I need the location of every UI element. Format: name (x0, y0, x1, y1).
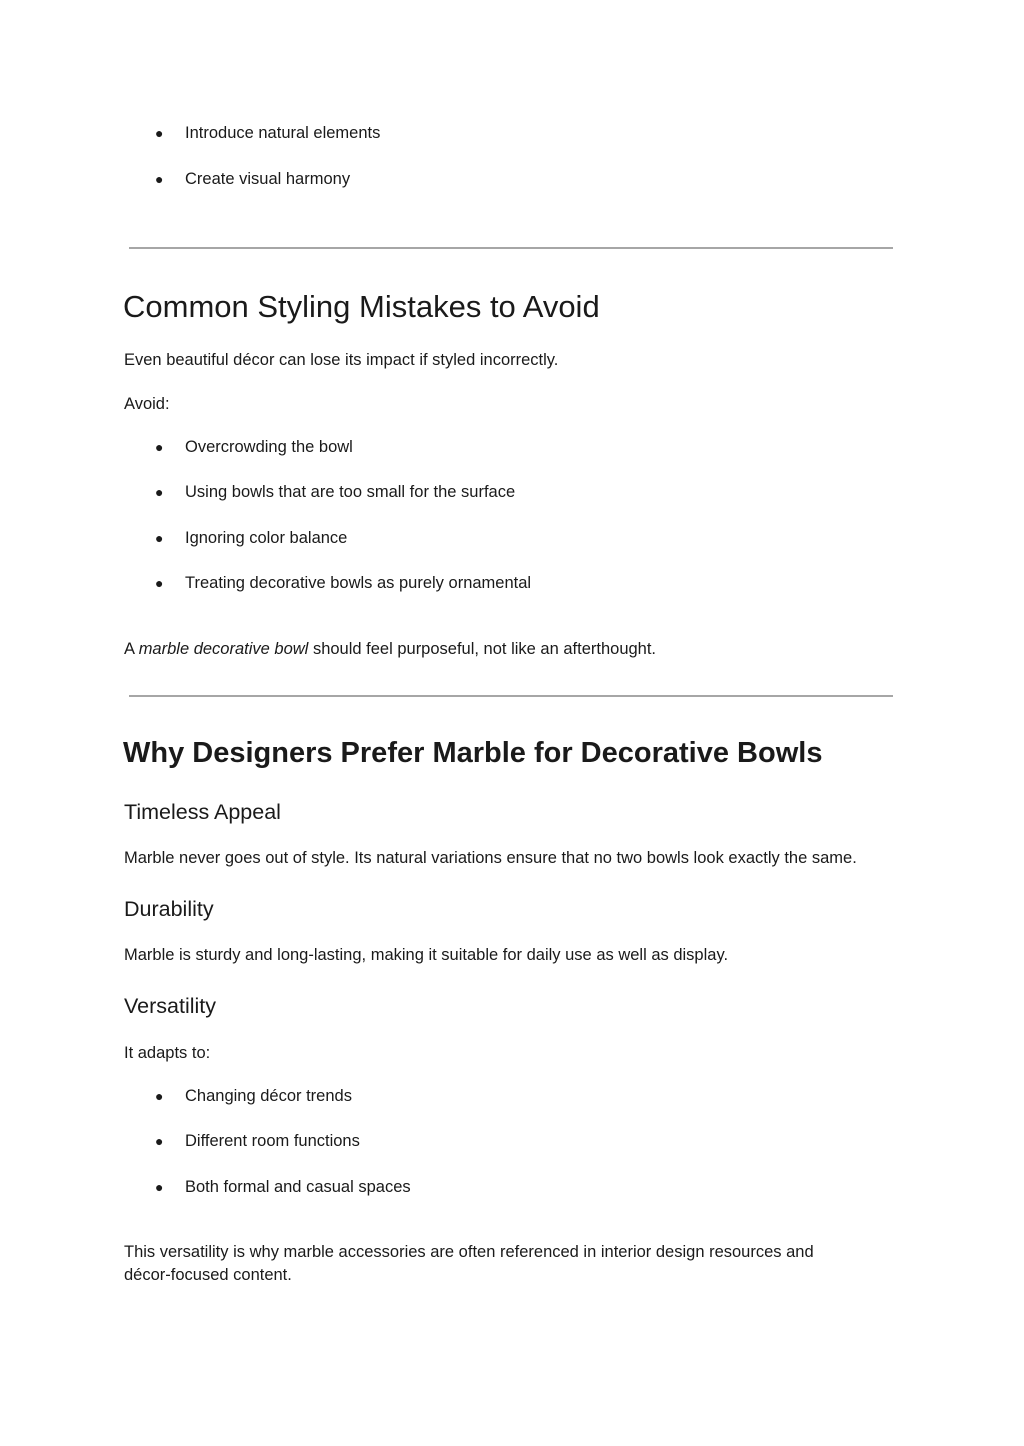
list-item-text: Overcrowding the bowl (185, 438, 353, 456)
bullet-icon: ● (155, 1088, 164, 1104)
mistakes-closing (124, 638, 656, 661)
closing-prefix: A (124, 640, 139, 658)
bullet-icon: ● (155, 1133, 164, 1149)
list-item-text: Using bowls that are too small for the surface (185, 483, 516, 501)
list-item (155, 122, 380, 144)
subheading-timeless: Timeless Appeal (124, 800, 281, 824)
section-heading-mistakes: Common Styling Mistakes to Avoid (123, 289, 600, 324)
closing-emphasis: marble decorative bowl (138, 640, 309, 658)
avoid-label: Avoid: (124, 395, 170, 413)
closing-suffix: should feel purposeful, not like an afterthought. (308, 640, 657, 658)
versatility-closing-line1: This versatility is why marble accessories are often referenced in interior design resources and (124, 1243, 814, 1261)
subheading-versatility: Versatility (124, 994, 217, 1018)
list-item-text: Create visual harmony (185, 170, 351, 188)
bullet-icon: ● (155, 1179, 164, 1195)
list-item (155, 168, 350, 190)
list-item-text: Ignoring color balance (185, 529, 348, 547)
bullet-icon: ● (155, 125, 164, 141)
list-item (155, 436, 353, 458)
section-heading-why: Why Designers Prefer Marble for Decorative Bowls (123, 737, 823, 769)
list-item-text: Different room functions (185, 1132, 360, 1150)
list-item (155, 481, 515, 503)
horizontal-divider (129, 695, 893, 697)
mistakes-intro: Even beautiful décor can lose its impact if styled incorrectly. (124, 351, 559, 369)
list-item (155, 1176, 411, 1198)
bullet-icon: ● (155, 439, 164, 455)
subheading-durability: Durability (124, 897, 214, 921)
list-item-text: Introduce natural elements (185, 124, 381, 142)
durability-text: Marble is sturdy and long-lasting, making it suitable for daily use as well as display. (124, 946, 729, 964)
bullet-icon: ● (155, 530, 164, 546)
list-item (155, 1085, 352, 1107)
timeless-text: Marble never goes out of style. Its natural variations ensure that no two bowls look exactly the same. (124, 849, 857, 867)
list-item-text: Changing décor trends (185, 1087, 352, 1105)
list-item-text: Both formal and casual spaces (185, 1178, 411, 1196)
bullet-icon: ● (155, 484, 164, 500)
versatility-intro: It adapts to: (124, 1044, 211, 1062)
bullet-icon: ● (155, 171, 164, 187)
list-item-text: Treating decorative bowls as purely ornamental (185, 574, 532, 592)
list-item (155, 527, 347, 549)
list-item (155, 572, 531, 594)
horizontal-divider (129, 247, 893, 249)
bullet-icon: ● (155, 575, 164, 591)
versatility-closing-line2: décor-focused content. (124, 1266, 292, 1284)
list-item (155, 1130, 360, 1152)
